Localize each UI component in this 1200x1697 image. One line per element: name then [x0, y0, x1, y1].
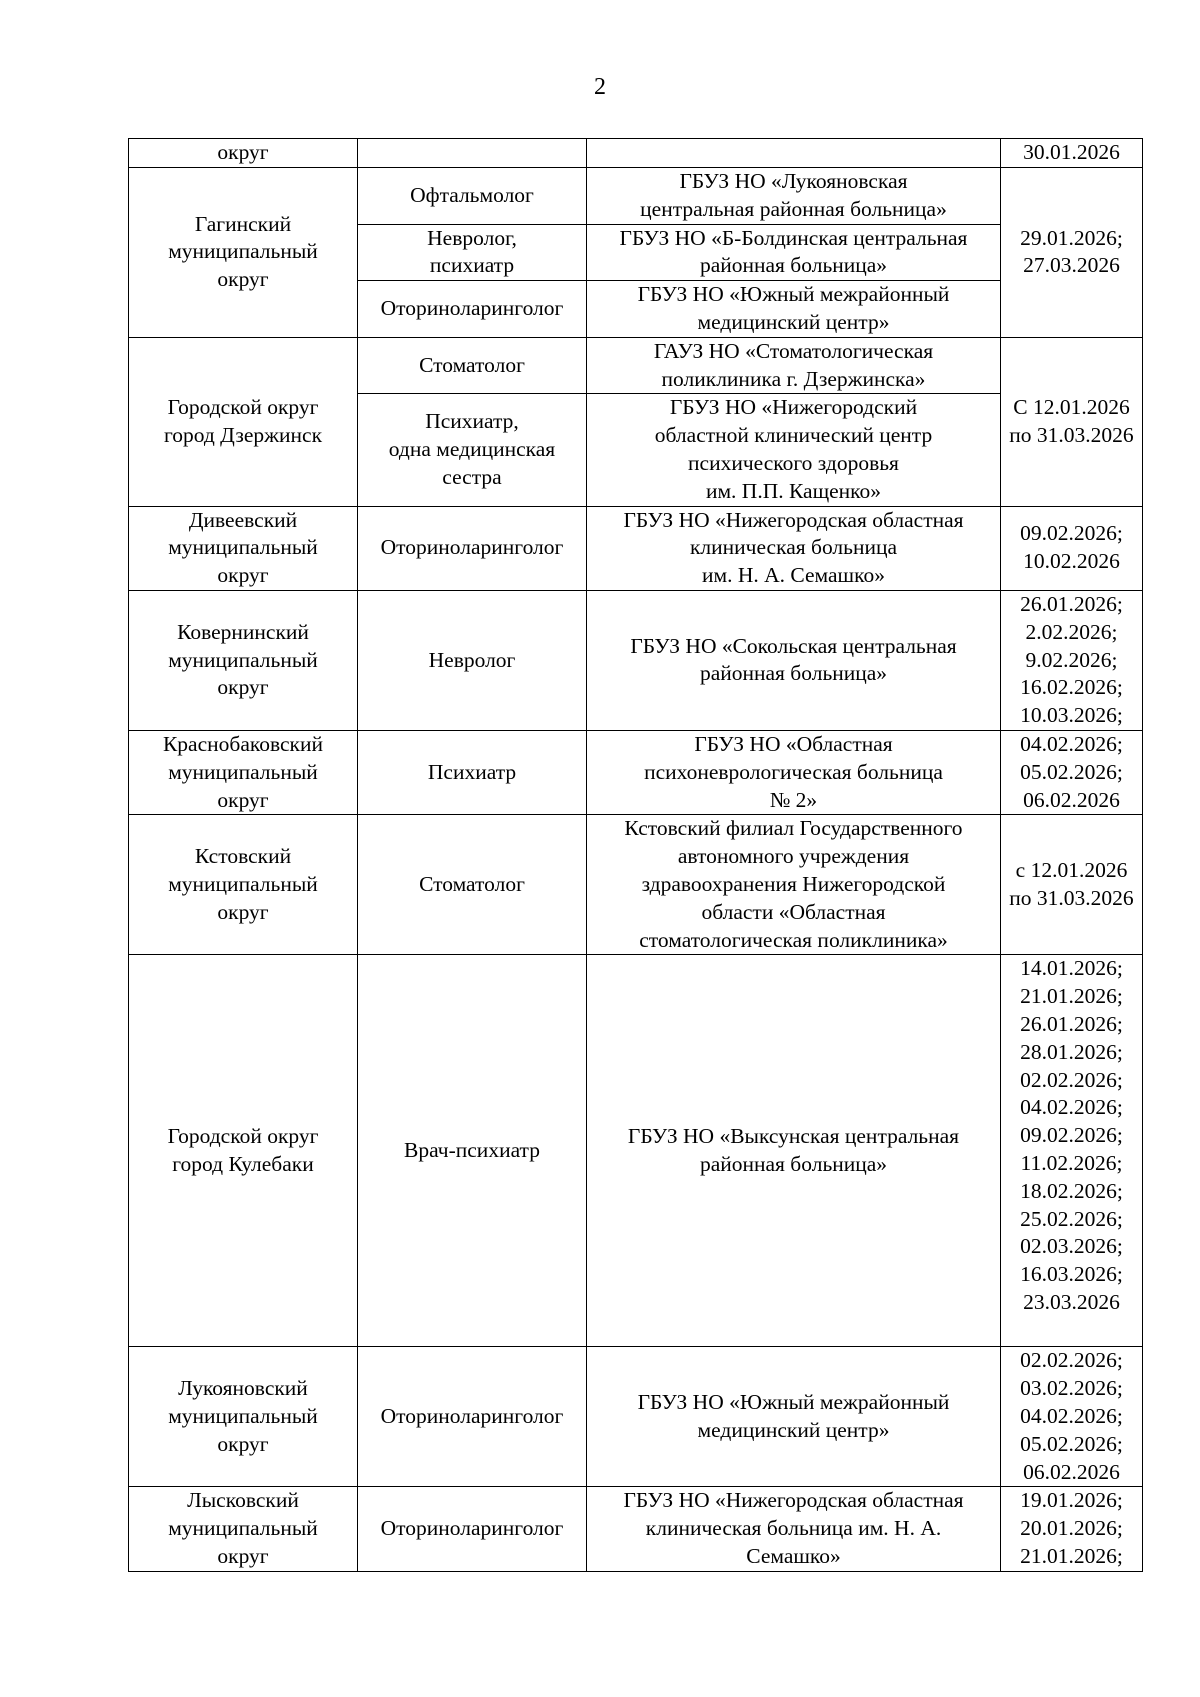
district-cell: Городской округ город Кулебаки [129, 955, 358, 1347]
specialist-cell: Стоматолог [358, 815, 587, 955]
institution-cell: ГБУЗ НО «Б-Болдинская центральная районная больница» [587, 224, 1001, 281]
specialist-cell: Оториноларинголог [358, 1487, 587, 1571]
district-cell: Лукояновский муниципальный округ [129, 1347, 358, 1487]
specialist-cell: Врач-психиатр [358, 955, 587, 1347]
institution-cell: ГБУЗ НО «Областная психоневрологическая больница № 2» [587, 730, 1001, 814]
table-row [129, 139, 1143, 168]
dates-cell: 09.02.2026; 10.02.2026 [1001, 506, 1143, 590]
district-cell: Городской округ город Дзержинск [129, 337, 358, 506]
table-row [129, 815, 1143, 955]
specialist-cell: Офтальмолог [358, 168, 587, 225]
institution-cell: ГАУЗ НО «Стоматологическая поликлиника г. Дзержинска» [587, 337, 1001, 394]
dates-cell: 19.01.2026; 20.01.2026; 21.01.2026; [1001, 1487, 1143, 1571]
dates-cell: 30.01.2026 [1001, 139, 1143, 168]
dates-cell: 14.01.2026; 21.01.2026; 26.01.2026; 28.01.2026; 02.02.2026; 04.02.2026; 09.02.2026; 11.02.2026; 18.02.2026; 25.02.2026; 02.03.2026; 16.03.2026; 23.03.2026 [1001, 955, 1143, 1347]
specialist-cell: Психиатр [358, 730, 587, 814]
page-number: 2 [594, 74, 606, 100]
institution-cell: ГБУЗ НО «Сокольская центральная районная больница» [587, 590, 1001, 730]
specialist-cell [358, 139, 587, 168]
table-row [129, 168, 1143, 225]
district-cell: Дивеевский муниципальный округ [129, 506, 358, 590]
dates-cell: с 12.01.2026 по 31.03.2026 [1001, 815, 1143, 955]
table-row [129, 955, 1143, 1347]
specialist-cell: Невролог, психиатр [358, 224, 587, 281]
dates-cell: С 12.01.2026 по 31.03.2026 [1001, 337, 1143, 506]
schedule-table [128, 138, 1143, 1572]
dates-cell: 26.01.2026; 2.02.2026; 9.02.2026; 16.02.2026; 10.03.2026; [1001, 590, 1143, 730]
district-cell: Кстовский муниципальный округ [129, 815, 358, 955]
specialist-cell: Оториноларинголог [358, 281, 587, 338]
institution-cell: ГБУЗ НО «Южный межрайонный медицинский центр» [587, 281, 1001, 338]
district-cell: Ковернинский муниципальный округ [129, 590, 358, 730]
table-row [129, 1347, 1143, 1487]
table-row [129, 590, 1143, 730]
specialist-cell: Оториноларинголог [358, 506, 587, 590]
dates-cell: 04.02.2026; 05.02.2026; 06.02.2026 [1001, 730, 1143, 814]
institution-cell: ГБУЗ НО «Выксунская центральная районная больница» [587, 955, 1001, 1347]
district-cell: Лысковский муниципальный округ [129, 1487, 358, 1571]
institution-cell: ГБУЗ НО «Южный межрайонный медицинский центр» [587, 1347, 1001, 1487]
dates-cell: 29.01.2026; 27.03.2026 [1001, 168, 1143, 338]
dates-cell: 02.02.2026; 03.02.2026; 04.02.2026; 05.02.2026; 06.02.2026 [1001, 1347, 1143, 1487]
table-row [129, 1487, 1143, 1571]
institution-cell: ГБУЗ НО «Нижегородская областная клиническая больница им. Н. А. Семашко» [587, 1487, 1001, 1571]
institution-cell: ГБУЗ НО «Нижегородский областной клинический центр психического здоровья им. П.П. Кащенко» [587, 394, 1001, 506]
institution-cell: Кстовский филиал Государственного автономного учреждения здравоохранения Нижегородской области «Областная стоматологическая поликлиника» [587, 815, 1001, 955]
institution-cell: ГБУЗ НО «Нижегородская областная клиническая больница им. Н. А. Семашко» [587, 506, 1001, 590]
table-row [129, 730, 1143, 814]
district-cell: Гагинский муниципальный округ [129, 168, 358, 338]
specialist-cell: Стоматолог [358, 337, 587, 394]
specialist-cell: Оториноларинголог [358, 1347, 587, 1487]
district-cell: Краснобаковский муниципальный округ [129, 730, 358, 814]
institution-cell [587, 139, 1001, 168]
specialist-cell: Невролог [358, 590, 587, 730]
table-row [129, 337, 1143, 394]
institution-cell: ГБУЗ НО «Лукояновская центральная районная больница» [587, 168, 1001, 225]
table-row [129, 506, 1143, 590]
specialist-cell: Психиатр, одна медицинская сестра [358, 394, 587, 506]
district-cell: округ [129, 139, 358, 168]
